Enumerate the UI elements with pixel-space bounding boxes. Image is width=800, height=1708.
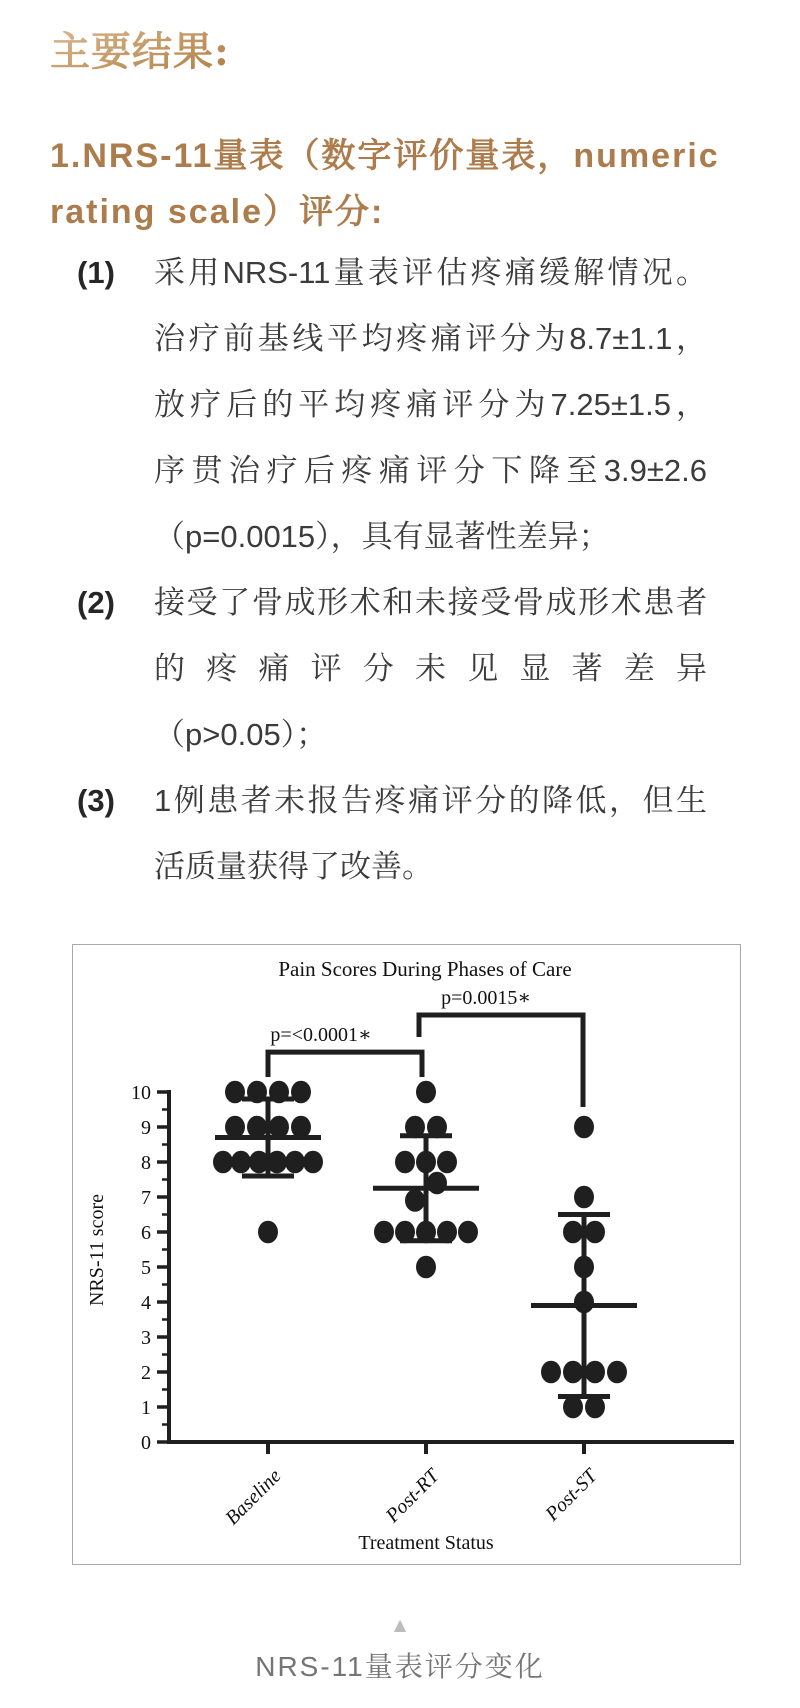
data-point	[285, 1151, 305, 1174]
data-point	[585, 1396, 605, 1419]
data-point	[405, 1189, 425, 1212]
chart-title: Pain Scores During Phases of Care	[278, 957, 572, 981]
y-tick-label: 6	[141, 1222, 151, 1244]
data-point	[585, 1221, 605, 1244]
item-text	[154, 240, 707, 570]
item-number: (3)	[77, 783, 115, 818]
data-point	[247, 1116, 267, 1139]
data-point	[585, 1361, 605, 1384]
figure-chart[interactable]	[72, 944, 741, 1565]
section-heading-line: rating scale）评分:	[50, 193, 385, 231]
x-axis-title: Treatment Status	[358, 1532, 494, 1554]
data-point	[213, 1151, 233, 1174]
y-tick-label: 8	[141, 1152, 151, 1174]
data-point	[563, 1396, 583, 1419]
list-item	[50, 570, 707, 768]
chart-svg	[73, 945, 740, 1564]
x-tick-label: Post-ST	[541, 1464, 602, 1526]
item-text	[154, 768, 707, 900]
item-text	[154, 570, 707, 768]
data-point	[541, 1361, 561, 1384]
y-tick-label: 9	[141, 1117, 151, 1139]
list-item	[50, 768, 707, 900]
item-text-line: 接受了骨成形术和未接受骨成形术患者	[154, 585, 707, 620]
page-title: 主要结果:	[50, 28, 230, 75]
data-point	[258, 1221, 278, 1244]
data-point	[225, 1116, 245, 1139]
item-text-line: （p>0.05）；	[154, 717, 328, 752]
item-text-line: 治疗前基线平均疼痛评分为8.7±1.1，	[154, 321, 707, 356]
item-number: (2)	[77, 585, 115, 620]
item-text-line: 采用NRS-11量表评估疼痛缓解情况。	[154, 255, 707, 290]
figure-footer	[50, 1615, 750, 1683]
data-point	[563, 1221, 583, 1244]
item-number: (1)	[77, 255, 115, 290]
significance-label: p=0.0015∗	[441, 987, 531, 1009]
item-text-line: 活质量获得了改善。	[154, 849, 433, 884]
x-tick-label: Baseline	[221, 1464, 286, 1530]
y-tick-label: 4	[141, 1292, 151, 1314]
data-point	[574, 1186, 594, 1209]
significance-label: p=<0.0001∗	[270, 1024, 372, 1047]
item-text-line: 1例患者未报告疼痛评分的降低，但生	[154, 783, 707, 818]
item-text-line: （p=0.0015），具有显著性差异；	[154, 519, 610, 554]
data-point	[231, 1151, 251, 1174]
data-point	[574, 1116, 594, 1139]
section-heading-line: 1.NRS-11量表（数字评价量表，numeric	[50, 137, 720, 175]
collapse-triangle-icon: ▲	[389, 1614, 411, 1637]
data-point	[416, 1081, 436, 1104]
y-tick-label: 10	[131, 1082, 151, 1104]
y-tick-label: 0	[141, 1432, 151, 1454]
significance-bracket	[419, 1015, 583, 1107]
data-point	[427, 1172, 447, 1195]
data-point	[303, 1151, 323, 1174]
results-list	[50, 240, 750, 900]
figure-caption: NRS-11量表评分变化	[255, 1651, 545, 1682]
data-point	[416, 1256, 436, 1279]
item-text-line: 的疼痛评分未见显著差异	[154, 651, 707, 686]
y-axis-title: NRS-11 score	[86, 1193, 108, 1307]
data-point	[563, 1361, 583, 1384]
x-tick-label: Post-RT	[381, 1464, 444, 1527]
significance-bracket	[268, 1052, 422, 1077]
item-text-line: 放疗后的平均疼痛评分为7.25±1.5，	[154, 387, 707, 422]
data-point	[607, 1361, 627, 1384]
item-text-line: 序贯治疗后疼痛评分下降至3.9±2.6	[154, 453, 707, 488]
data-point	[458, 1221, 478, 1244]
section-heading	[50, 128, 750, 240]
data-point	[291, 1116, 311, 1139]
y-tick-label: 1	[141, 1397, 151, 1419]
y-tick-label: 7	[141, 1187, 151, 1209]
y-tick-label: 3	[141, 1327, 151, 1349]
data-point	[269, 1116, 289, 1139]
data-point	[374, 1221, 394, 1244]
data-point	[437, 1151, 457, 1174]
y-tick-label: 5	[141, 1257, 151, 1279]
list-item	[50, 240, 707, 570]
data-point	[395, 1151, 415, 1174]
y-tick-label: 2	[141, 1362, 151, 1384]
